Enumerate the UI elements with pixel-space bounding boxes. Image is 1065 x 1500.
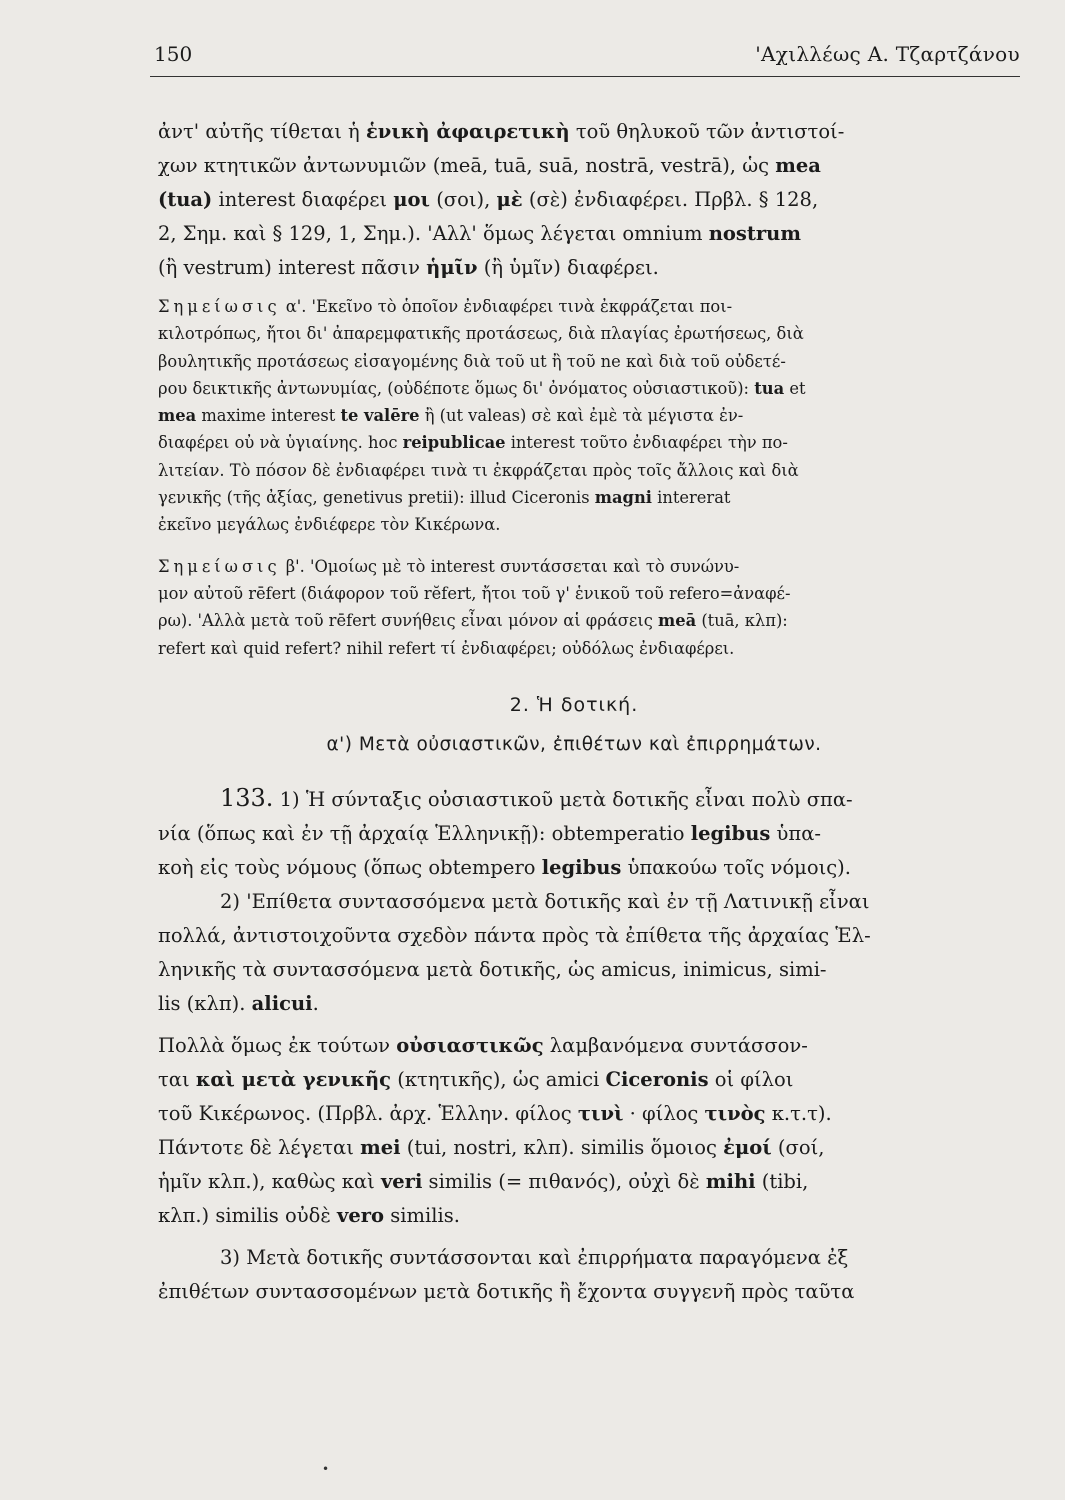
- page-header: [150, 40, 1020, 77]
- text-run: κοὴ εἰς τοὺς νόμους (ὅπως obtempero: [158, 855, 542, 879]
- paragraph-polla: [158, 1029, 990, 1233]
- bold-term: legibus: [541, 855, 622, 879]
- text-run: λιτείαν. Τὸ πόσον δὲ ἐνδιαφέρει τινὰ τι ἐκφράζεται πρὸς τοῖς ἄλλοις καὶ διὰ: [158, 460, 799, 480]
- bold-term: veri: [380, 1169, 423, 1193]
- text-run: ἢ (ut valeas) σὲ καὶ ἐμὲ τὰ μέγιστα ἐν-: [419, 406, 744, 426]
- text-run: (σοί,: [771, 1135, 825, 1159]
- text-run: τοῦ θηλυκοῦ τῶν ἀντιστοί-: [569, 120, 845, 143]
- text-run: γενικῆς (τῆς ἀξίας, genetivus pretii): illud Ciceronis: [158, 488, 595, 508]
- paragraph-3: [158, 1241, 990, 1309]
- text-run: maxime interest: [196, 406, 341, 426]
- bold-term: καὶ μετὰ γενικῆς: [195, 1067, 392, 1091]
- text-run: πολλά, ἀντιστοιχοῦντα σχεδὸν πάντα πρὸς τὰ ἐπίθετα τῆς ἀρχαίας Ἑλ-: [158, 923, 871, 947]
- bold-term: te valēre: [340, 406, 420, 426]
- text-run: β'. 'Ομοίως μὲ τὸ interest συντάσσεται καὶ τὸ συνώνυ-: [280, 556, 740, 576]
- text-run: ληνικῆς τὰ συντασσόμενα μετὰ δοτικῆς, ὡς amicus, inimicus, simi-: [158, 957, 827, 981]
- text-run: ἐκεῖνο μεγάλως ἐνδιέφερε τὸν Κικέρωνα.: [158, 515, 501, 535]
- text-run: similis.: [384, 1203, 460, 1227]
- bold-term: ἑνικὴ ἀφαιρετικὴ: [365, 120, 570, 143]
- bold-term: tua: [754, 378, 785, 398]
- bold-term: ἡμῖν: [426, 256, 478, 279]
- note-label: Σημείωσις: [158, 556, 281, 576]
- text-run: ρω). 'Αλλὰ μετὰ τοῦ rēfert συνήθεις εἶναι μόνον αἱ φράσεις: [158, 611, 658, 631]
- text-run: ἐπιθέτων συντασσομένων μετὰ δοτικῆς ἢ ἔχοντα συγγενῆ πρὸς ταῦτα: [158, 1279, 855, 1303]
- note-a: [158, 293, 990, 539]
- paragraph-133-2: [158, 885, 990, 1021]
- text-run: lis (κλπ).: [158, 991, 252, 1015]
- bold-term: legibus: [690, 821, 771, 845]
- bold-term: (tua): [158, 188, 213, 211]
- bold-term: mihi: [705, 1169, 756, 1193]
- text-run: (σοι),: [430, 188, 497, 211]
- text-run: κλπ.) similis οὐδὲ: [158, 1203, 338, 1227]
- text-run: (ἢ vestrum) interest πᾶσιν: [158, 256, 427, 279]
- text-run: νία (ὅπως καὶ ἐν τῇ ἀρχαίᾳ Ἑλληνικῇ): obtemperatio: [158, 821, 691, 845]
- bold-term: vero: [337, 1203, 385, 1227]
- section-subtitle: α') Μετὰ οὐσιαστικῶν, ἐπιθέτων καὶ ἐπιρρημάτων.: [326, 733, 822, 755]
- bold-term: alicui: [251, 991, 313, 1015]
- text-run: et: [784, 378, 806, 398]
- text-run: ὑπακούω τοῖς νόμοις).: [621, 855, 851, 879]
- text-run: διαφέρει οὐ νὰ ὑγιαίνης. hoc: [158, 433, 403, 453]
- bold-term: τινὶ: [577, 1101, 624, 1125]
- text-run: (κτητικῆς), ὡς amici: [391, 1067, 606, 1091]
- bold-term: Ciceronis: [605, 1067, 709, 1091]
- text-run: ται: [158, 1067, 196, 1091]
- paragraph-continuation: [158, 115, 990, 285]
- text-run: 2) 'Επίθετα συντασσόμενα μετὰ δοτικῆς καὶ ἐν τῇ Λατινικῇ εἶναι: [220, 889, 870, 913]
- running-title: 'Αχιλλέως Α. Τζαρτζάνου: [755, 42, 1020, 66]
- bold-term: reipublicae: [402, 433, 506, 453]
- text-run: ἡμῖν κλπ.), καθὼς καὶ: [158, 1169, 381, 1193]
- text-run: κ.τ.τ).: [765, 1101, 832, 1125]
- text-run: similis (= πιθανός), οὐχὶ δὲ: [422, 1169, 706, 1193]
- text-run: (ἢ ὑμῖν) διαφέρει.: [477, 256, 659, 279]
- text-run: 1) Ἡ σύνταξις οὐσιαστικοῦ μετὰ δοτικῆς εἶναι πολὺ σπα-: [273, 787, 853, 811]
- bold-term: οὐσιαστικῶς: [396, 1033, 544, 1057]
- paragraph-133: [158, 781, 990, 885]
- text-run: χων κτητικῶν ἀντωνυμιῶν (meā, tuā, suā, nostrā, vestrā), ὡς: [158, 154, 776, 177]
- text-run: 3) Μετὰ δοτικῆς συντάσσονται καὶ ἐπιρρήματα παραγόμενα ἐξ: [220, 1245, 849, 1269]
- text-run: α'. 'Εκεῖνο τὸ ὁποῖον ἐνδιαφέρει τινὰ ἐκφράζεται ποι-: [280, 297, 733, 316]
- text-run: .: [312, 991, 319, 1015]
- bold-term: meā: [658, 611, 697, 631]
- bold-term: τινὸς: [704, 1101, 766, 1125]
- text-run: interest διαφέρει: [212, 188, 394, 211]
- text-run: (tuā, κλπ):: [696, 611, 788, 631]
- bold-term: mea: [775, 154, 821, 177]
- paragraph-number: 133.: [220, 783, 274, 812]
- text-run: interest τοῦτο ἐνδιαφέρει τὴν πο-: [505, 433, 788, 453]
- text-run: ρου δεικτικῆς ἀντωνυμίας, (οὐδέποτε ὅμως δι' ὀνόματος οὐσιαστικοῦ):: [158, 378, 755, 398]
- text-run: Πάντοτε δὲ λέγεται: [158, 1135, 361, 1159]
- text-run: κιλοτρόπως, ἤτοι δι' ἀπαρεμφατικῆς προτάσεως, διὰ πλαγίας ἐρωτήσεως, διὰ: [158, 324, 804, 344]
- page-number: 150: [154, 42, 193, 66]
- bold-term: mea: [158, 406, 197, 426]
- note-b: [158, 553, 990, 662]
- page-body: [158, 115, 990, 1309]
- note-label: Σημείωσις: [158, 297, 281, 316]
- text-run: λαμβανόμενα συντάσσον-: [543, 1033, 808, 1057]
- bold-term: magni: [594, 488, 652, 508]
- text-run: (tibi,: [755, 1169, 809, 1193]
- text-run: 2, Σημ. καὶ § 129, 1, Σημ.). 'Αλλ' ὅμως λέγεται omnium: [158, 222, 709, 245]
- text-run: · φίλος: [623, 1101, 705, 1125]
- bold-term: μὲ: [496, 188, 523, 211]
- text-run: (σὲ) ἐνδιαφέρει. Πρβλ. § 128,: [522, 188, 819, 211]
- text-run: μον αὐτοῦ rēfert (διάφορον τοῦ rĕfert, ἤτοι τοῦ γ' ἑνικοῦ τοῦ refero=ἀναφέ-: [158, 583, 791, 603]
- printer-mark: •: [322, 1462, 330, 1476]
- bold-term: mei: [360, 1135, 401, 1159]
- text-run: intererat: [651, 488, 731, 508]
- text-run: ὑπα-: [770, 821, 821, 845]
- text-run: βουλητικῆς προτάσεως εἰσαγομένης διὰ τοῦ ut ἢ τοῦ ne καὶ διὰ τοῦ οὐδετέ-: [158, 351, 786, 371]
- section-title: 2. Ἡ δοτική.: [509, 693, 639, 716]
- text-run: οἱ φίλοι: [708, 1067, 794, 1091]
- text-run: Πολλὰ ὅμως ἐκ τούτων: [158, 1033, 397, 1057]
- text-run: (tui, nostri, κλπ). similis ὅμοιος: [400, 1135, 724, 1159]
- bold-term: ἐμοί: [723, 1135, 772, 1159]
- text-run: refert καὶ quid refert? nihil refert τί ἐνδιαφέρει; οὐδόλως ἐνδιαφέρει.: [158, 638, 735, 658]
- text-run: τοῦ Κικέρωνος. (Πρβλ. ἀρχ. Ἑλλην. φίλος: [158, 1101, 578, 1125]
- bold-term: nostrum: [708, 222, 801, 245]
- text-run: ἀντ' αὐτῆς τίθεται ἡ: [158, 120, 366, 143]
- bold-term: μοι: [393, 188, 430, 211]
